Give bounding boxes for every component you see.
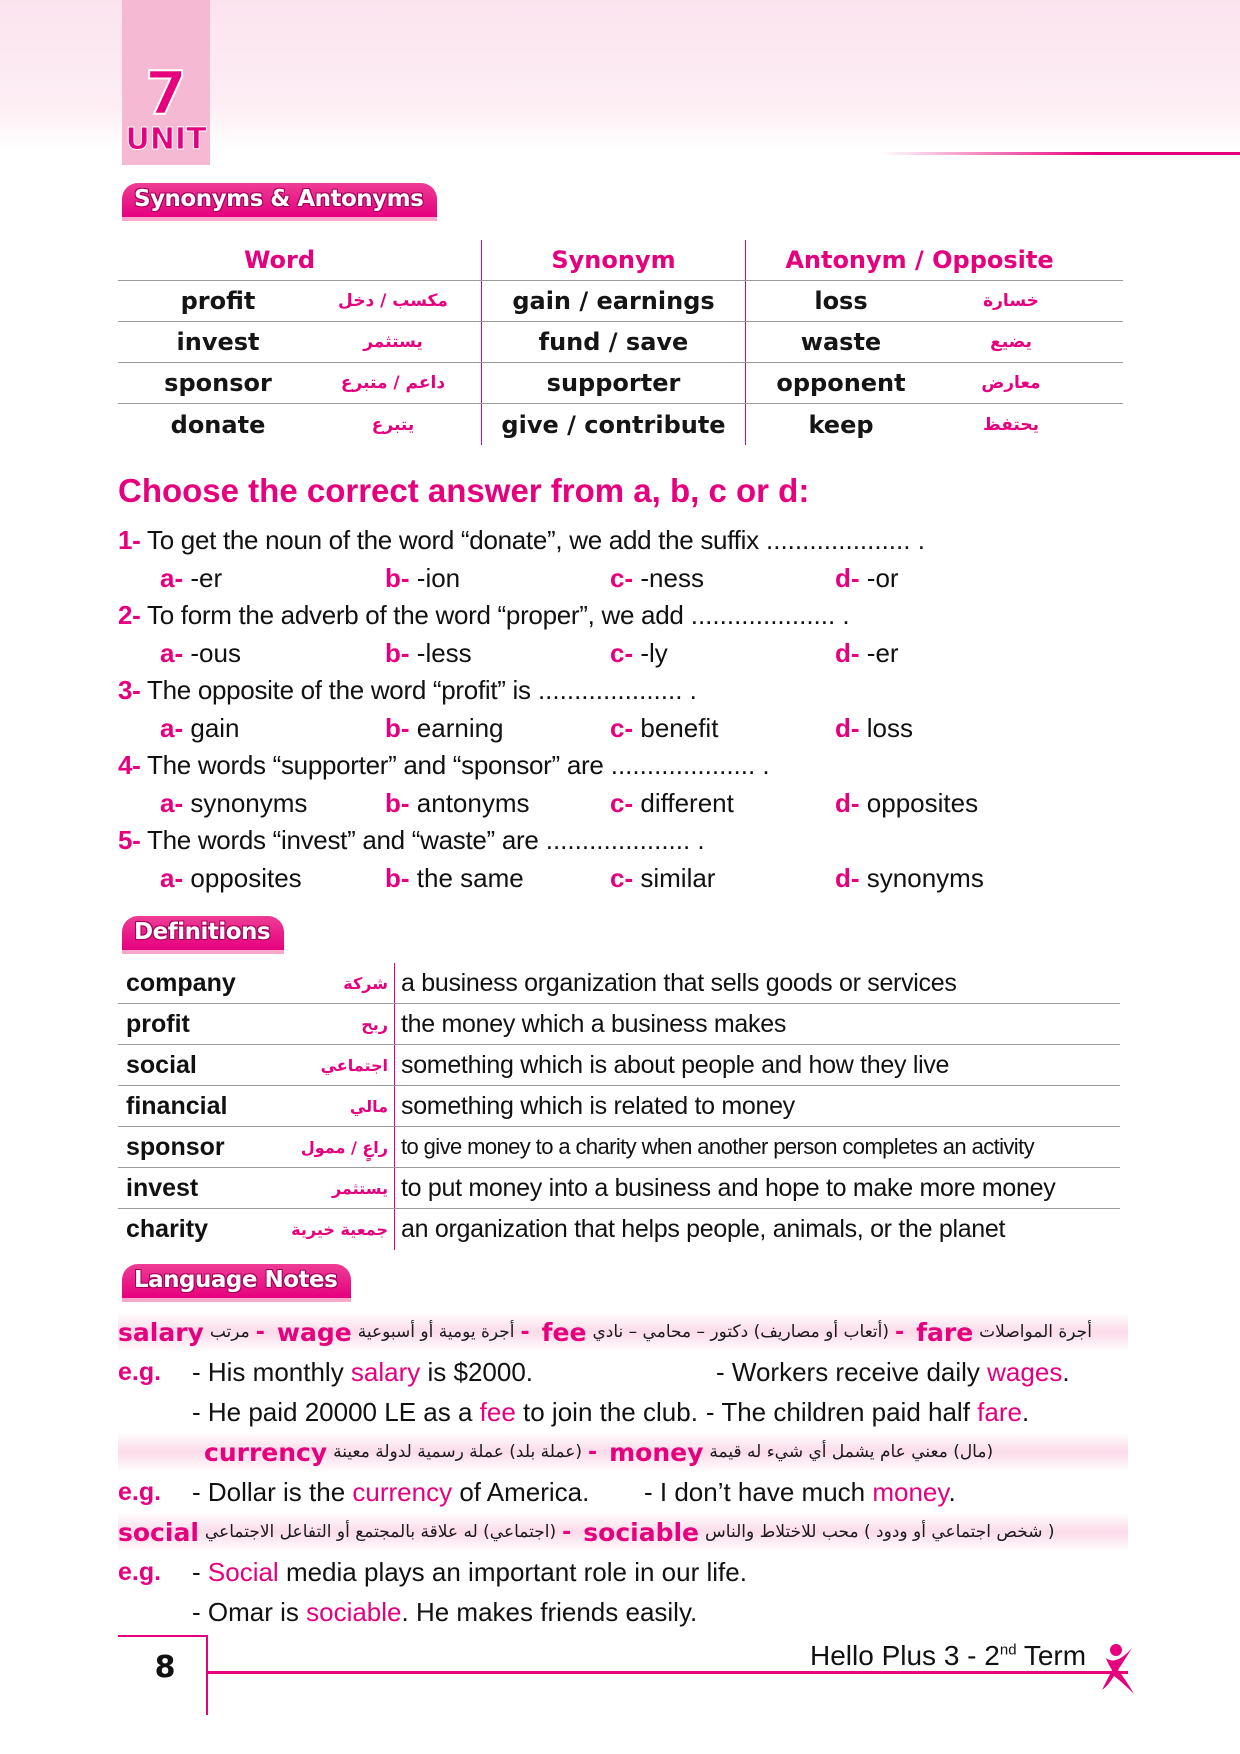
table-row xyxy=(118,363,1123,404)
page-number: 8 xyxy=(154,1650,176,1685)
synonym: gain / earnings xyxy=(512,287,715,315)
example-line xyxy=(118,1352,1128,1392)
example-line xyxy=(118,1472,1128,1512)
definition-row xyxy=(118,1086,1120,1127)
table-row xyxy=(118,404,1123,445)
mcq-list xyxy=(118,522,1118,897)
example: - Dollar is the currency of America. xyxy=(192,1476,590,1507)
option-letter: a- xyxy=(160,862,184,893)
option[interactable] xyxy=(160,860,385,898)
question xyxy=(118,597,1118,635)
definition: something which is related to money xyxy=(394,1086,1120,1126)
note-heading-pay xyxy=(118,1312,1128,1352)
arabic-wage: أجرة يومية أو أسبوعية xyxy=(357,1322,515,1342)
option-letter: c- xyxy=(610,562,634,593)
option-letter: b- xyxy=(385,862,410,893)
word-arabic: مكسب / دخل xyxy=(338,291,448,311)
option[interactable] xyxy=(385,635,610,673)
option-text: earning xyxy=(416,712,504,743)
antonym-arabic: خسارة xyxy=(983,291,1039,311)
option-text: -ion xyxy=(416,562,461,593)
option-letter: b- xyxy=(385,712,410,743)
option[interactable] xyxy=(835,785,1060,823)
keyword-money: money xyxy=(609,1437,704,1467)
options-row xyxy=(118,860,1118,898)
separator: - xyxy=(562,1519,572,1545)
option-letter: d- xyxy=(835,712,860,743)
header-antonym: Antonym / Opposite xyxy=(785,246,1054,274)
term-arabic: جمعية خيرية xyxy=(291,1220,388,1239)
table-row xyxy=(118,322,1123,363)
option-text: benefit xyxy=(640,712,719,743)
separator: - xyxy=(520,1319,530,1345)
question-text: The words “invest” and “waste” are xyxy=(147,825,539,855)
antonym-arabic: يضيع xyxy=(990,332,1032,352)
option-letter: c- xyxy=(610,637,634,668)
keyword-currency: currency xyxy=(204,1437,328,1467)
option[interactable] xyxy=(610,635,835,673)
definition: the money which a business makes xyxy=(394,1004,1120,1044)
answer-blank: .................... . xyxy=(530,675,697,705)
example-line xyxy=(118,1592,1128,1632)
term-arabic: شركة xyxy=(343,973,388,993)
option[interactable] xyxy=(610,785,835,823)
option-letter: b- xyxy=(385,562,410,593)
option[interactable] xyxy=(160,785,385,823)
synonym: supporter xyxy=(546,369,681,397)
question-number: 2- xyxy=(118,600,141,630)
synonym: fund / save xyxy=(538,328,689,356)
arabic-money: (مال) معني عام يشمل أي شيء له قيمة xyxy=(709,1442,994,1462)
option-text: different xyxy=(640,787,734,818)
option-text: gain xyxy=(190,712,240,743)
term-arabic: راعٍ / ممول xyxy=(300,1137,388,1157)
option-text: the same xyxy=(416,862,524,893)
example-line xyxy=(118,1552,1128,1592)
option-text: -ous xyxy=(190,637,241,668)
term: sponsor xyxy=(126,1132,225,1161)
antonym: waste xyxy=(800,328,882,356)
option-text: opposites xyxy=(866,787,979,818)
definitions-table xyxy=(118,963,1120,1250)
example: - Workers receive daily wages. xyxy=(716,1356,1070,1387)
example: - The children paid half fare. xyxy=(705,1396,1030,1427)
arabic-social: (اجتماعي) له علاقة بالمجتمع أو التفاعل الاجتماعي xyxy=(204,1522,557,1542)
option-text: -er xyxy=(190,562,223,593)
question-number: 4- xyxy=(118,750,141,780)
separator: - xyxy=(895,1319,905,1345)
table-row xyxy=(118,281,1123,322)
option-letter: a- xyxy=(160,562,184,593)
question-text: To form the adverb of the word “proper”, we add xyxy=(147,600,684,630)
definition-row xyxy=(118,1045,1120,1086)
antonym-arabic: يحتفظ xyxy=(982,414,1039,435)
term: company xyxy=(126,968,236,997)
separator: - xyxy=(587,1439,598,1465)
option-letter: d- xyxy=(835,562,860,593)
antonym: loss xyxy=(814,287,868,315)
eg-label: e.g. xyxy=(118,1357,162,1386)
question xyxy=(118,822,1118,860)
arabic-salary: مرتب xyxy=(209,1322,250,1342)
term-arabic: ربح xyxy=(361,1014,388,1034)
exercise-title: Choose the correct answer from a, b, c or d: xyxy=(118,472,810,509)
word: invest xyxy=(176,328,260,356)
options-row xyxy=(118,785,1118,823)
keyword-salary: salary xyxy=(118,1317,204,1347)
section-title-language-notes: Language Notes xyxy=(122,1264,351,1298)
option-text: opposites xyxy=(190,862,302,893)
question-number: 1- xyxy=(118,525,141,555)
options-row xyxy=(118,635,1118,673)
option-text: -less xyxy=(416,637,472,668)
word: profit xyxy=(180,287,256,315)
option-letter: b- xyxy=(385,637,410,668)
option[interactable] xyxy=(160,560,385,598)
section-title-synonyms: Synonyms & Antonyms xyxy=(122,183,437,217)
unit-number: 7 xyxy=(145,59,187,129)
answer-blank: .................... . xyxy=(603,750,770,780)
term-arabic: مالي xyxy=(349,1096,388,1116)
option[interactable] xyxy=(835,635,1060,673)
option-letter: a- xyxy=(160,637,184,668)
example: - I don’t have much money. xyxy=(644,1476,956,1507)
option-letter: d- xyxy=(835,637,860,668)
header-rule xyxy=(880,152,1240,155)
option[interactable] xyxy=(835,560,1060,598)
definition-row xyxy=(118,1209,1120,1250)
example: - His monthly salary is $2000. xyxy=(192,1356,534,1387)
option[interactable] xyxy=(610,710,835,748)
arabic-fee: (أتعاب أو مصاريف) دكتور – محامي – نادي xyxy=(592,1322,889,1342)
note-heading-money xyxy=(118,1432,1128,1472)
option-text: -or xyxy=(866,562,899,593)
option-letter: c- xyxy=(610,787,634,818)
word: sponsor xyxy=(164,369,272,397)
option-text: synonyms xyxy=(190,787,308,818)
example: - Omar is sociable. He makes friends easily. xyxy=(192,1596,698,1627)
term: charity xyxy=(126,1215,208,1243)
definition-row xyxy=(118,1127,1120,1168)
keyword-fare: fare xyxy=(916,1317,974,1347)
option[interactable] xyxy=(160,635,385,673)
option[interactable] xyxy=(385,785,610,823)
synonym: give / contribute xyxy=(501,410,726,439)
question-text: To get the noun of the word “donate”, we add the suffix xyxy=(147,525,759,555)
example-line xyxy=(118,1392,1128,1432)
option[interactable] xyxy=(385,560,610,598)
keyword-social: social xyxy=(118,1517,199,1547)
option[interactable] xyxy=(385,860,610,898)
term: financial xyxy=(126,1091,228,1120)
option[interactable] xyxy=(385,710,610,748)
answer-blank: .................... . xyxy=(758,525,925,555)
definition: an organization that helps people, animals, or the planet xyxy=(394,1209,1120,1250)
running-figure-logo-icon xyxy=(1098,1640,1138,1696)
separator: - xyxy=(255,1319,265,1345)
example: - He paid 20000 LE as a fee to join the club. xyxy=(192,1396,698,1427)
arabic-fare: أجرة المواصلات xyxy=(979,1322,1092,1342)
option-text: synonyms xyxy=(866,862,984,893)
definition: a business organization that sells goods or services xyxy=(394,963,1120,1003)
option-text: antonyms xyxy=(416,787,530,818)
term-arabic: اجتماعي xyxy=(320,1055,388,1075)
section-title-definitions: Definitions xyxy=(122,916,284,950)
option-letter: c- xyxy=(610,712,634,743)
word-arabic: يستثمر xyxy=(363,332,423,352)
definition: something which is about people and how they live xyxy=(394,1045,1120,1085)
header-synonym: Synonym xyxy=(551,246,676,274)
eg-label: e.g. xyxy=(118,1477,162,1506)
unit-label: UNIT xyxy=(125,122,207,157)
option[interactable] xyxy=(835,860,1060,898)
answer-blank: .................... . xyxy=(538,825,705,855)
question-number: 5- xyxy=(118,825,141,855)
options-row xyxy=(118,560,1118,598)
header-word: Word xyxy=(243,246,316,274)
option[interactable] xyxy=(835,710,1060,748)
antonym-arabic: معارض xyxy=(981,373,1041,393)
definition: to put money into a business and hope to make more money xyxy=(394,1168,1120,1208)
definition-row xyxy=(118,1004,1120,1045)
keyword-sociable: sociable xyxy=(583,1517,700,1547)
option-letter: a- xyxy=(160,787,184,818)
option-text: -ly xyxy=(640,637,668,668)
antonym: keep xyxy=(808,410,874,439)
eg-label: e.g. xyxy=(118,1557,162,1586)
unit-badge xyxy=(122,0,210,165)
word-arabic: داعم / متبرع xyxy=(340,373,446,393)
arabic-currency: (عملة بلد) عملة رسمية لدولة معينة xyxy=(333,1442,582,1462)
table-header xyxy=(118,240,1123,281)
keyword-wage: wage xyxy=(276,1317,352,1347)
option-text: -er xyxy=(866,637,899,668)
option-letter: b- xyxy=(385,787,410,818)
term: profit xyxy=(126,1009,190,1038)
option-letter: c- xyxy=(610,862,634,893)
note-heading-social xyxy=(118,1512,1128,1552)
keyword-fee: fee xyxy=(541,1317,587,1347)
antonym: opponent xyxy=(776,369,906,397)
option[interactable] xyxy=(160,710,385,748)
option-letter: d- xyxy=(835,862,860,893)
definition-row xyxy=(118,963,1120,1004)
synonyms-table xyxy=(118,240,1123,445)
option[interactable] xyxy=(610,560,835,598)
arabic-sociable: ( شخص اجتماعي أو ودود ) محب للاختلاط والناس xyxy=(705,1522,1055,1542)
term: invest xyxy=(126,1173,199,1202)
example: - Social media plays an important role in our life. xyxy=(192,1556,747,1587)
option-text: -ness xyxy=(640,562,704,593)
options-row xyxy=(118,710,1118,748)
term: social xyxy=(126,1050,197,1079)
word: donate xyxy=(170,410,266,439)
option-letter: d- xyxy=(835,787,860,818)
question-text: The opposite of the word “profit” is xyxy=(147,675,531,705)
question xyxy=(118,747,1118,785)
option[interactable] xyxy=(610,860,835,898)
definition-row xyxy=(118,1168,1120,1209)
question-text: The words “supporter” and “sponsor” are xyxy=(147,750,604,780)
question-number: 3- xyxy=(118,675,141,705)
option-text: loss xyxy=(866,712,914,743)
book-title: Hello Plus 3 - 2nd Term xyxy=(810,1640,1087,1671)
term-arabic: يستثمر xyxy=(331,1178,388,1198)
option-text: similar xyxy=(640,862,716,893)
definition: to give money to a charity when another person completes an activity xyxy=(394,1127,1120,1167)
language-notes xyxy=(118,1312,1128,1632)
answer-blank: .................... . xyxy=(683,600,850,630)
question xyxy=(118,672,1118,710)
option-letter: a- xyxy=(160,712,184,743)
word-arabic: يتبرع xyxy=(371,414,415,435)
question xyxy=(118,522,1118,560)
